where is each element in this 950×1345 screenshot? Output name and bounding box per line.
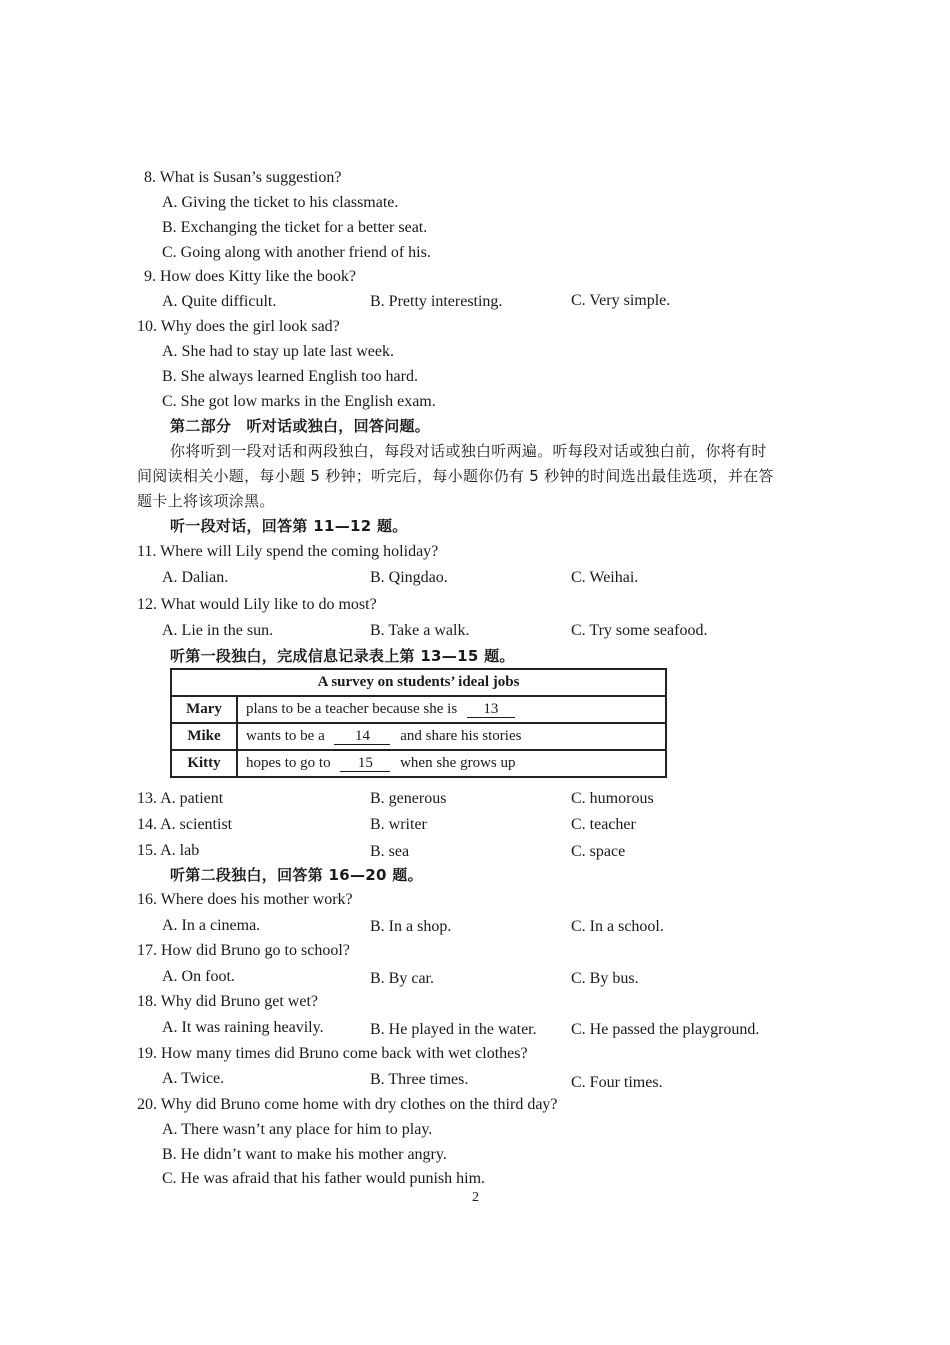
survey-name: Kitty — [171, 750, 237, 777]
survey-table — [170, 668, 667, 778]
q20-option-a: A. There wasn’t any place for him to play. — [162, 1121, 433, 1138]
q17-stem: 17. How did Bruno go to school? — [137, 942, 350, 959]
q16-option-c: C. In a school. — [571, 918, 664, 935]
survey-title: A survey on students’ ideal jobs — [171, 669, 666, 696]
q12-option-c: C. Try some seafood. — [571, 622, 708, 639]
survey-content — [237, 696, 666, 723]
q12-stem: 12. What would Lily like to do most? — [137, 596, 377, 613]
section-dialogue-heading: 听一段对话，回答第 11—12 题。 — [170, 517, 408, 535]
q18-option-a: A. It was raining heavily. — [162, 1019, 324, 1036]
q8-stem: 8. What is Susan’s suggestion? — [144, 169, 342, 186]
table-row — [171, 696, 666, 723]
q8-option-a: A. Giving the ticket to his classmate. — [162, 194, 399, 211]
survey-text: when she grows up — [400, 755, 516, 771]
part2-heading: 第二部分 听对话或独白，回答问题。 — [170, 417, 431, 435]
q17-option-c: C. By bus. — [571, 970, 639, 987]
table-row — [171, 750, 666, 777]
part2-instruction-line3: 题卡上将该项涂黑。 — [137, 492, 275, 510]
survey-name: Mary — [171, 696, 237, 723]
q11-option-a: A. Dalian. — [162, 569, 229, 586]
q18-stem: 18. Why did Bruno get wet? — [137, 993, 319, 1010]
q8-option-c: C. Going along with another friend of his. — [162, 244, 431, 261]
table-row — [171, 723, 666, 750]
q16-option-a: A. In a cinema. — [162, 917, 261, 934]
q13-option-b: B. generous — [370, 790, 447, 807]
q20-option-b: B. He didn’t want to make his mother angry. — [162, 1146, 447, 1163]
q9-option-a: A. Quite difficult. — [162, 293, 277, 310]
q10-stem: 10. Why does the girl look sad? — [137, 318, 340, 335]
q9-option-c: C. Very simple. — [571, 292, 671, 309]
section-monologue2-heading: 听第二段独白，回答第 16—20 题。 — [170, 866, 423, 884]
q17-option-a: A. On foot. — [162, 968, 235, 985]
q18-option-c: C. He passed the playground. — [571, 1021, 760, 1038]
q12-option-a: A. Lie in the sun. — [162, 622, 274, 639]
q16-stem: 16. Where does his mother work? — [137, 891, 353, 908]
survey-text: and share his stories — [400, 728, 522, 744]
survey-content — [237, 723, 666, 750]
q15-option-a: 15. A. lab — [137, 842, 200, 859]
q20-stem: 20. Why did Bruno come home with dry clothes on the third day? — [137, 1096, 558, 1113]
q14-option-a: 14. A. scientist — [137, 816, 233, 833]
q13-option-c: C. humorous — [571, 790, 654, 807]
answer-blank: 13 — [467, 701, 515, 718]
part2-instruction-line1: 你将听到一段对话和两段独白，每段对话或独白听两遍。听每段对话或独白前，你将有时 — [170, 442, 767, 460]
q19-option-a: A. Twice. — [162, 1070, 225, 1087]
q12-option-b: B. Take a walk. — [370, 622, 470, 639]
q19-stem: 19. How many times did Bruno come back with wet clothes? — [137, 1045, 528, 1062]
q18-option-b: B. He played in the water. — [370, 1021, 537, 1038]
survey-text: wants to be a — [246, 728, 325, 744]
q19-option-b: B. Three times. — [370, 1071, 469, 1088]
q10-option-b: B. She always learned English too hard. — [162, 368, 418, 385]
survey-text: plans to be a teacher because she is — [246, 701, 458, 717]
answer-blank: 15 — [340, 755, 390, 772]
q14-option-b: B. writer — [370, 816, 427, 833]
q9-option-b: B. Pretty interesting. — [370, 293, 503, 310]
q13-option-a: 13. A. patient — [137, 790, 224, 807]
q15-option-c: C. space — [571, 843, 626, 860]
q11-stem: 11. Where will Lily spend the coming holiday? — [137, 543, 439, 560]
part2-instruction-line2: 间阅读相关小题，每小题 5 秒钟；听完后，每小题你仍有 5 秒钟的时间选出最佳选项，并在答 — [137, 467, 774, 485]
q20-option-c: C. He was afraid that his father would punish him. — [162, 1170, 486, 1187]
q15-option-b: B. sea — [370, 843, 410, 860]
page-number: 2 — [472, 1190, 479, 1205]
q9-stem: 9. How does Kitty like the book? — [144, 268, 356, 285]
q10-option-a: A. She had to stay up late last week. — [162, 343, 394, 360]
q19-option-c: C. Four times. — [571, 1074, 663, 1091]
q11-option-c: C. Weihai. — [571, 569, 639, 586]
survey-name: Mike — [171, 723, 237, 750]
q10-option-c: C. She got low marks in the English exam. — [162, 393, 436, 410]
survey-text: hopes to go to — [246, 755, 331, 771]
q8-option-b: B. Exchanging the ticket for a better seat. — [162, 219, 428, 236]
section-monologue1-heading: 听第一段独白，完成信息记录表上第 13—15 题。 — [170, 647, 515, 665]
q14-option-c: C. teacher — [571, 816, 636, 833]
q11-option-b: B. Qingdao. — [370, 569, 448, 586]
q17-option-b: B. By car. — [370, 970, 434, 987]
q16-option-b: B. In a shop. — [370, 918, 452, 935]
survey-content — [237, 750, 666, 777]
answer-blank: 14 — [334, 728, 390, 745]
